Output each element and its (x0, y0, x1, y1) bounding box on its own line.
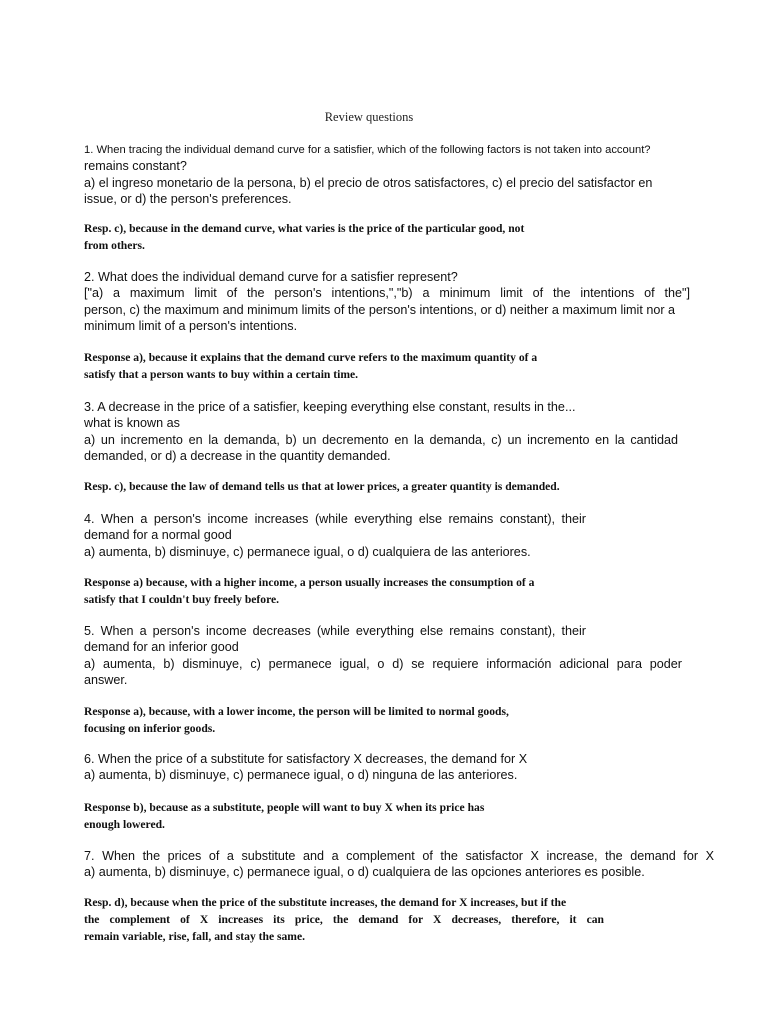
response-7 (84, 895, 604, 945)
question-line: 7. When the prices of a substitute and a complement of the satisfactor X increase, the demand for X (84, 849, 714, 863)
response-line: satisfy that I couldn't buy freely before. (84, 592, 280, 606)
question-line: 2. What does the individual demand curve for a satisfier represent? (84, 270, 458, 284)
response-line: Response a), because it explains that the demand curve refers to the maximum quantity of a (84, 351, 538, 364)
response-3 (84, 479, 604, 496)
question-line: issue, or d) the person's preferences. (84, 191, 292, 206)
response-line: Resp. d), because when the price of the substitute increases, the demand for X increases, but if the (84, 896, 567, 909)
question-text (84, 751, 604, 784)
response-line: focusing on inferior goods. (84, 721, 216, 735)
response-5 (84, 704, 574, 738)
question-line: person, c) the maximum and minimum limits of the person's intentions, or d) neither a maximum limit nor a (84, 302, 676, 317)
question-line: a) un incremento en la demanda, b) un decremento en la demanda, c) un incremento en la cantidad (84, 432, 678, 447)
response-line: remain variable, rise, fall, and stay the same. (84, 929, 306, 943)
document-title: Review questions (324, 110, 414, 124)
question-line: demanded, or d) a decrease in the quantity demanded. (84, 448, 391, 463)
question-line: demand for a normal good (84, 528, 232, 543)
response-2 (84, 350, 614, 384)
question-text (84, 623, 682, 688)
response-text (84, 221, 604, 255)
question-line: 1. When tracing the individual demand curve for a satisfier, which of the following factors is not taken into account? (84, 144, 651, 156)
question-7 (84, 848, 714, 881)
response-line: Resp. c), because in the demand curve, what varies is the price of the particular good, not (84, 222, 525, 235)
question-line: demand for an inferior good (84, 640, 239, 655)
response-4 (84, 575, 594, 609)
response-text (84, 575, 594, 609)
question-line: a) aumenta, b) disminuye, c) permanece igual, o d) ninguna de las anteriores. (84, 768, 518, 783)
question-text (84, 269, 690, 334)
response-line: Response b), because as a substitute, people will want to buy X when its price has (84, 801, 485, 814)
response-6 (84, 800, 549, 834)
response-line: Resp. c), because the law of demand tells us that at lower prices, a greater quantity is demanded. (84, 480, 560, 493)
response-text (84, 704, 574, 738)
response-text (84, 479, 604, 496)
question-1 (84, 142, 684, 207)
question-line: minimum limit of a person's intentions. (84, 318, 298, 333)
question-6 (84, 751, 604, 784)
response-line: satisfy that a person wants to buy within a certain time. (84, 367, 359, 381)
question-text (84, 511, 586, 560)
question-line: ["a) a maximum limit of the person's intentions,","b) a minimum limit of the intentions of the"] (84, 286, 690, 301)
question-line: remains constant? (84, 159, 187, 174)
question-4 (84, 511, 586, 560)
question-line: a) aumenta, b) disminuye, c) permanece igual, o d) cualquiera de las opciones anteriores es posible. (84, 865, 645, 880)
question-text (84, 399, 678, 464)
question-line: 3. A decrease in the price of a satisfier, keeping everything else constant, results in the... (84, 400, 576, 414)
response-line: from others. (84, 238, 145, 252)
question-text (84, 848, 714, 881)
question-line: 6. When the price of a substitute for satisfactory X decreases, the demand for X (84, 752, 528, 766)
response-line: the complement of X increases its price, the demand for X decreases, therefore, it can (84, 912, 604, 926)
question-line: a) el ingreso monetario de la persona, b) el precio de otros satisfactores, c) el precio del satisfactor en (84, 175, 653, 190)
response-line: Response a) because, with a higher income, a person usually increases the consumption of a (84, 576, 535, 589)
question-line: 5. When a person's income decreases (while everything else remains constant), their (84, 624, 586, 638)
response-text (84, 895, 604, 945)
question-3 (84, 399, 678, 464)
question-5 (84, 623, 682, 688)
response-1 (84, 221, 604, 255)
question-2 (84, 269, 690, 334)
question-line: a) aumenta, b) disminuye, c) permanece igual, o d) cualquiera de las anteriores. (84, 544, 531, 559)
question-text (84, 142, 684, 207)
response-text (84, 800, 549, 834)
question-line: answer. (84, 672, 128, 687)
question-line: 4. When a person's income increases (while everything else remains constant), their (84, 512, 586, 526)
response-line: Response a), because, with a lower income, the person will be limited to normal goods, (84, 705, 509, 718)
response-text (84, 350, 614, 384)
question-line: a) aumenta, b) disminuye, c) permanece igual, o d) se requiere información adicional para poder (84, 656, 682, 671)
question-line: what is known as (84, 416, 180, 431)
response-line: enough lowered. (84, 817, 165, 831)
